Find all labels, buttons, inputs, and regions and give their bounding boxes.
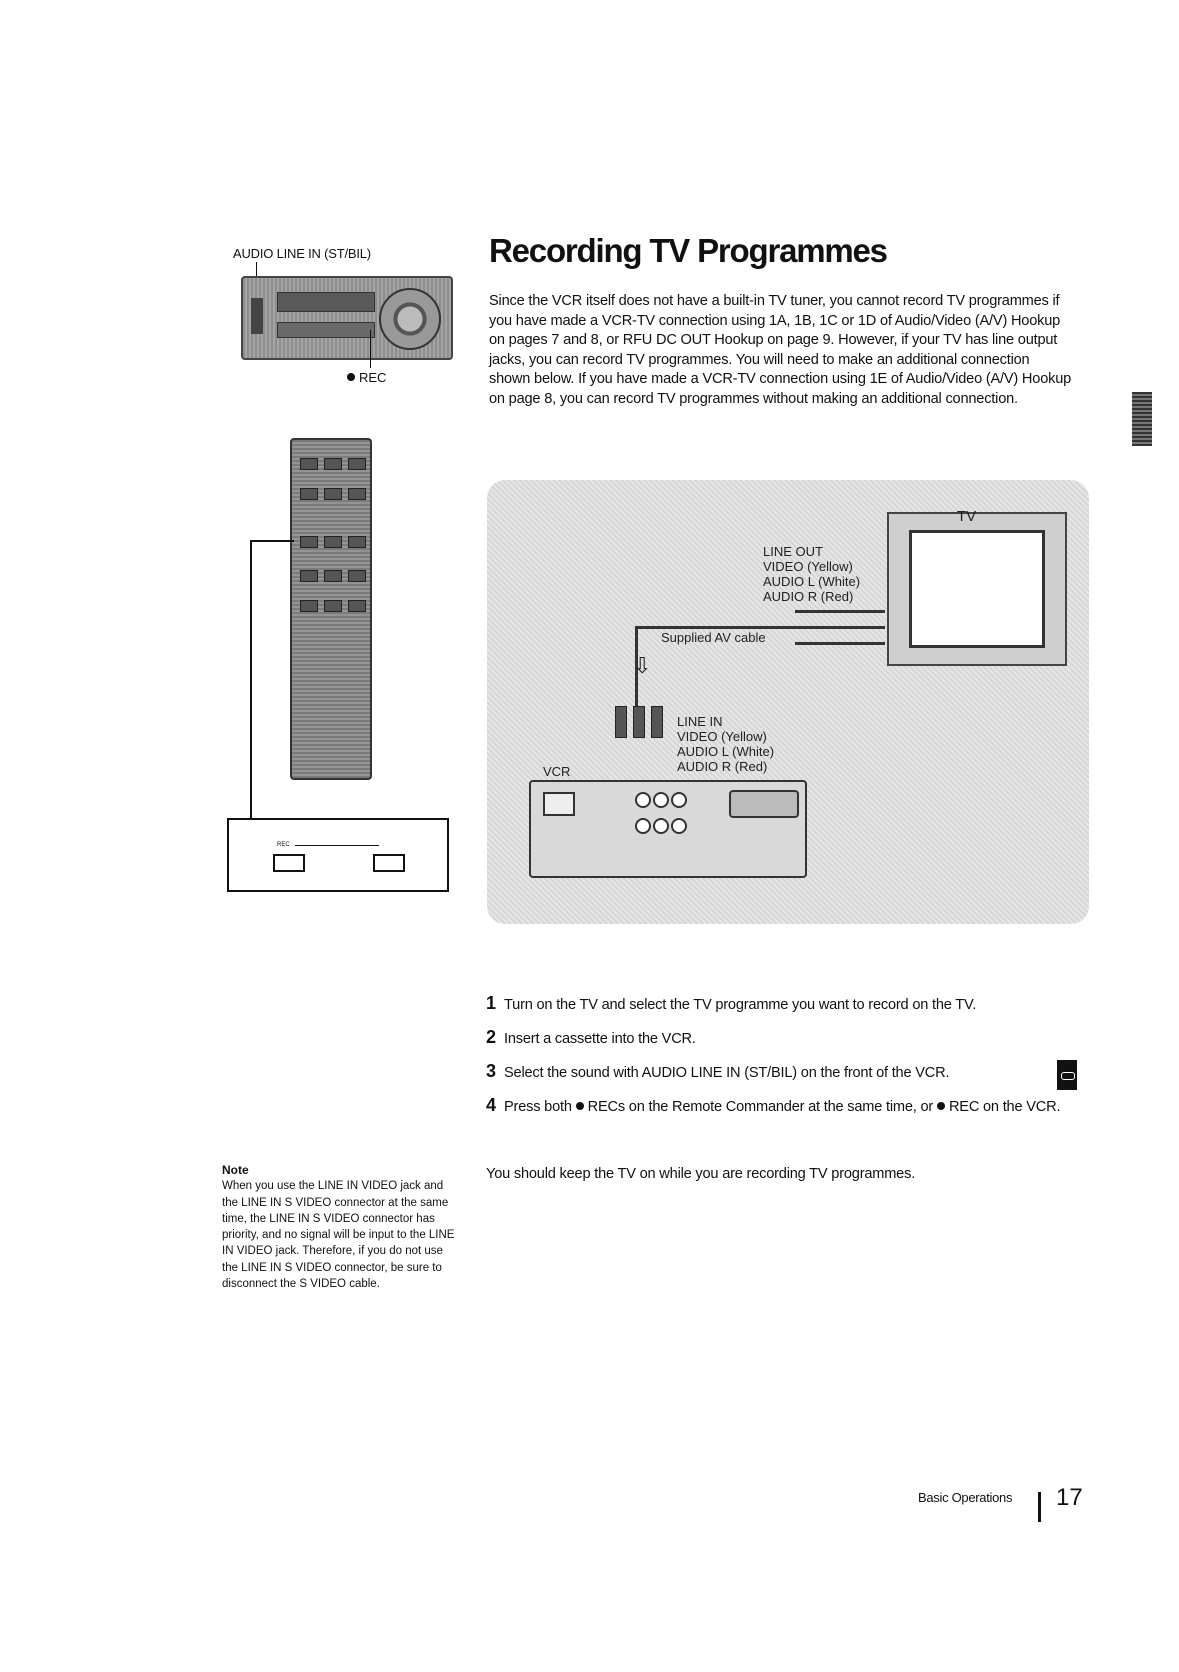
step-3 (486, 1061, 1086, 1083)
cassette-icon (1057, 1060, 1077, 1090)
euro-av-connector (729, 790, 799, 818)
step-1 (486, 993, 1086, 1015)
ac-input-socket (543, 792, 575, 816)
remote-button (324, 570, 342, 582)
remote-button (324, 458, 342, 470)
note-body: When you use the LINE IN VIDEO jack and the LINE IN S VIDEO connector at the same time, the LINE IN S VIDEO connector has priority, and no signal will be input to the LINE IN VIDEO jack. Therefore, if you do not use the LINE IN S VIDEO connector, be sure to disconnect the S VIDEO cable. (222, 1180, 455, 1291)
video-jack (635, 792, 651, 808)
output-jack (635, 818, 651, 834)
cable-line (795, 610, 885, 613)
output-jack (671, 818, 687, 834)
line-in-labels (677, 714, 774, 774)
line-out-heading: LINE OUT (763, 544, 823, 559)
rec-dot-icon (576, 1102, 584, 1110)
remote-button (300, 600, 318, 612)
panel-rec-line (295, 845, 379, 846)
remote-button (300, 488, 318, 500)
line-out-audio-r: AUDIO R (Red) (763, 589, 854, 604)
cable-line (635, 626, 795, 629)
remote-button (348, 600, 366, 612)
step-number: 2 (486, 1027, 496, 1047)
vcr-label: VCR (543, 764, 571, 779)
rec-label: REC (347, 370, 386, 385)
step-text: Press both RECs on the Remote Commander at the same time, or REC on the VCR. (504, 1099, 1061, 1115)
remote-button (348, 458, 366, 470)
line-out-audio-l: AUDIO L (White) (763, 574, 861, 589)
footer-section-name: Basic Operations (918, 1490, 1013, 1505)
closing-paragraph: You should keep the TV on while you are recording TV programmes. (486, 1166, 916, 1182)
step-4 (486, 1095, 1086, 1117)
video-plug (615, 706, 627, 738)
line-in-heading: LINE IN (677, 714, 723, 729)
audio-l-plug (633, 706, 645, 738)
panel-rec-button (273, 854, 305, 872)
page-number: 17 (1056, 1484, 1083, 1511)
intro-paragraph: Since the VCR itself does not have a built-in TV tuner, you cannot record TV programmes if you have made a VCR-TV connection using 1A, 1B, 1C or 1D of Audio/Video (A/V) Hookup on pages 7 and 8, or RFU DC OUT Hookup on page 9. However, if your TV has line output jacks, you can record TV programmes. You will need to make an additional connection shown below. If you have made a VCR-TV connection using 1E of Audio/Video (A/V) Hookup on page 8, you can record TV programmes without making an additional connection. (489, 293, 1072, 407)
remote-button (348, 570, 366, 582)
section-tab-marker (1132, 392, 1152, 446)
remote-button (324, 600, 342, 612)
step-number: 1 (486, 993, 496, 1013)
rec-leader-line (370, 330, 371, 368)
note-title: Note (222, 1163, 249, 1177)
line-in-video: VIDEO (Yellow) (677, 729, 767, 744)
audio-r-jack (671, 792, 687, 808)
note (222, 1162, 458, 1292)
step-text: Turn on the TV and select the TV programme you want to record on the TV. (504, 997, 977, 1013)
remote-rec-panel-closeup (227, 818, 449, 892)
tv-screen (909, 530, 1045, 648)
audio-r-plug (651, 706, 663, 738)
down-arrow-icon: ⇩ (633, 653, 652, 678)
step-text: Insert a cassette into the VCR. (504, 1031, 696, 1047)
audio-line-in-label: AUDIO LINE IN (ST/BIL) (233, 246, 371, 261)
line-in-audio-r: AUDIO R (Red) (677, 759, 768, 774)
remote-leader-line (250, 540, 294, 542)
jog-dial (379, 288, 441, 350)
audio-l-jack (653, 792, 669, 808)
page-title: Recording TV Programmes (489, 232, 887, 269)
line-in-audio-l: AUDIO L (White) (677, 744, 775, 759)
remote-button (324, 488, 342, 500)
tv-illustration (887, 512, 1067, 666)
remote-rec-button (300, 536, 318, 548)
remote-commander-illustration (290, 438, 372, 780)
panel-rec-button (373, 854, 405, 872)
panel-rec-label: REC (277, 842, 290, 848)
line-out-labels (763, 544, 860, 604)
button-strip (277, 322, 375, 338)
remote-leader-line (250, 540, 252, 820)
tv-label: TV (957, 508, 977, 525)
vcr-rear-illustration (529, 780, 807, 878)
vcr-front-illustration (241, 276, 453, 360)
footer-divider (1038, 1492, 1041, 1522)
remote-rec-button (348, 536, 366, 548)
output-jack (653, 818, 669, 834)
connection-diagram (487, 480, 1089, 924)
supplied-av-cable-label: Supplied AV cable (661, 630, 766, 645)
line-out-video: VIDEO (Yellow) (763, 559, 853, 574)
rec-dot-icon (347, 373, 355, 381)
cassette-slot (277, 292, 375, 312)
remote-button (300, 458, 318, 470)
remote-button (348, 488, 366, 500)
cable-line (795, 642, 885, 645)
cable-line (795, 626, 885, 629)
step-2 (486, 1027, 1086, 1049)
remote-button (324, 536, 342, 548)
rec-dot-icon (937, 1102, 945, 1110)
remote-button (300, 570, 318, 582)
step-text: Select the sound with AUDIO LINE IN (ST/BIL) on the front of the VCR. (504, 1065, 950, 1081)
step-number: 3 (486, 1061, 496, 1081)
audio-jack (251, 298, 263, 334)
step-number: 4 (486, 1095, 496, 1115)
